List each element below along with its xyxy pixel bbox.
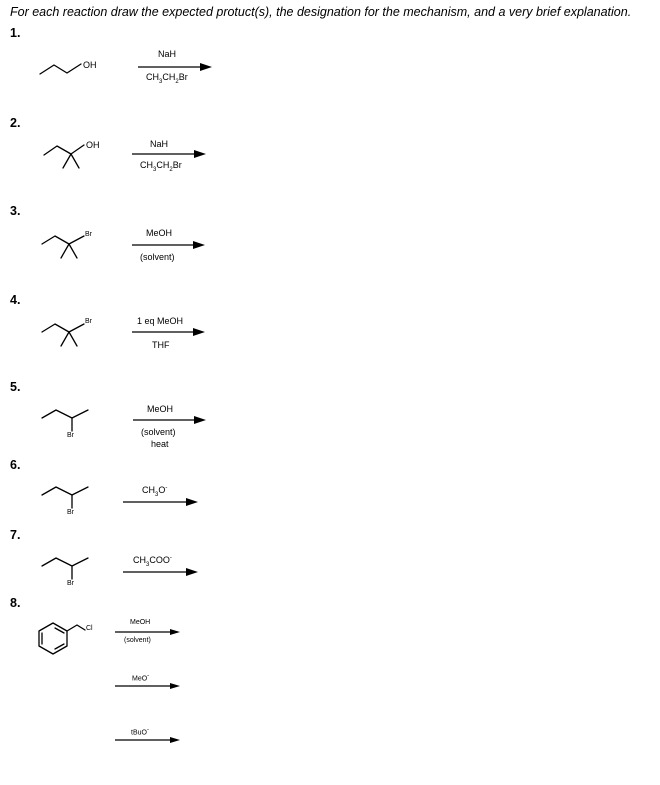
problem-number-7: 7. <box>10 528 21 542</box>
problem-number-2: 2. <box>10 116 21 130</box>
substituent-8: Cl <box>86 625 93 632</box>
reagent-below-5: (solvent) <box>141 427 176 437</box>
substituent-2: OH <box>86 140 100 150</box>
molecule-6-bonds <box>42 487 88 508</box>
reagent-above-5: MeOH <box>147 404 174 414</box>
molecule-4-bonds <box>42 324 84 346</box>
substituent-3: Br <box>85 231 92 238</box>
reaction-arrow-8c <box>115 737 180 743</box>
reagent-above-1: NaH <box>158 49 177 59</box>
reaction-arrow-8b <box>115 683 180 689</box>
reagent-below-5-heat: heat <box>151 439 169 449</box>
reagent-below-4: THF <box>152 340 170 350</box>
molecule-7-bonds <box>42 558 88 579</box>
reaction-arrow-4 <box>132 328 205 336</box>
problem-number-6: 6. <box>10 458 21 472</box>
molecule-3-bonds <box>42 236 84 258</box>
reagent-above-8b: MeO- <box>132 673 150 683</box>
reagent-above-6: $CH_3O^-$ <box>142 485 168 498</box>
reagent-below-3: (solvent) <box>140 252 175 262</box>
instructions: For each reaction draw the expected protuct(s), the designation for the mechanism, and a very brief explanation. <box>10 5 632 19</box>
problem-number-4: 4. <box>10 293 21 307</box>
substituent-6: Br <box>67 509 74 516</box>
reagent-below-8a: (solvent) <box>124 637 151 644</box>
problem-number-3: 3. <box>10 204 21 218</box>
substituent-5: Br <box>67 432 74 439</box>
molecule-8-bonds <box>39 623 85 654</box>
problem-number-5: 5. <box>10 380 21 394</box>
reagent-above-3: MeOH <box>146 228 173 238</box>
problem-number-1: 1. <box>10 26 21 40</box>
reaction-arrow-5 <box>133 416 206 424</box>
molecule-2-bonds <box>44 145 84 168</box>
reagent-above-8c: tBuO- <box>131 727 149 737</box>
problem-number-8: 8. <box>10 596 21 610</box>
reaction-arrow-7 <box>123 568 198 576</box>
reagent-above-2: NaH <box>150 139 169 149</box>
molecule-5-bonds <box>42 410 88 431</box>
substituent-1: OH <box>83 60 97 70</box>
reaction-arrow-8a <box>115 629 180 635</box>
reaction-arrow-3 <box>132 241 205 249</box>
substituent-7: Br <box>67 580 74 587</box>
molecule-1-bonds <box>40 64 81 74</box>
substituent-4: Br <box>85 318 92 325</box>
reagent-below-1: $CH_3CH_2Br$ <box>146 72 188 85</box>
reagent-above-7: $CH_3COO^-$ <box>133 555 172 568</box>
reaction-arrow-1 <box>138 63 212 71</box>
reagent-above-8a: MeOH <box>130 619 151 626</box>
reaction-arrow-6 <box>123 498 198 506</box>
reagent-below-2: $CH_3CH_2Br$ <box>140 160 182 173</box>
reagent-above-4: 1 eq MeOH <box>137 316 184 326</box>
reaction-arrow-2 <box>132 150 206 158</box>
